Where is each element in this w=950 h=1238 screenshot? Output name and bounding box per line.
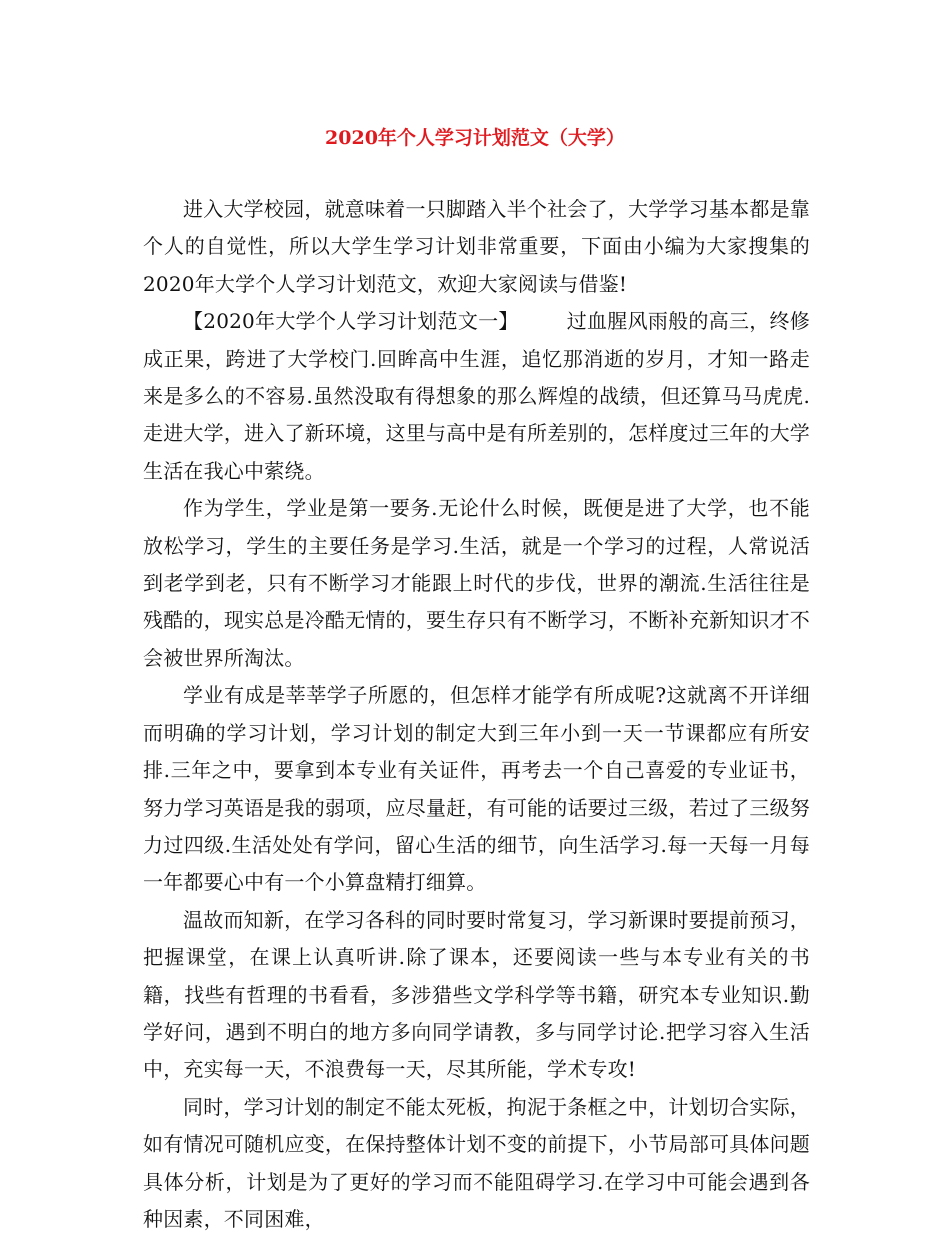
document-title: 2020年个人学习计划范文（大学） [325, 127, 625, 149]
intro-paragraph: 进入大学校园，就意味着一只脚踏入半个社会了，大学学习基本都是靠个人的自觉性，所以大学生学习计划非常重要，下面由小编为大家搜集的2020年大学个人学习计划范文，欢迎大家阅读与借鉴! [143, 197, 810, 296]
body-paragraph: 温故而知新，在学习各科的同时要时常复习，学习新课时要提前预习，把握课堂，在课上认真听讲.除了课本，还要阅读一些与本专业有关的书籍，找些有哲理的书看看，多涉猎些文学科学等书籍，研究本专业知识.勤学好问，遇到不明白的地方多向同学请教，多与同学讨论.把学习容入生活中，充实每一天，不浪费每一天，尽其所能，学术专攻! [143, 907, 810, 1082]
section-heading: 【2020年大学个人学习计划范文一】 [183, 309, 519, 334]
body-paragraph: 作为学生，学业是第一要务.无论什么时候，既便是进了大学，也不能放松学习，学生的主要任务是学习.生活，就是一个学习的过程，人常说活到老学到老，只有不断学习才能跟上时代的步伐，世界的潮流.生活往往是残酷的，现实总是冷酷无情的，要生存只有不断学习，不断补充新知识才不会被世界所淘汰。 [143, 496, 810, 670]
document-body [143, 191, 810, 1238]
section-one-paragraph [143, 303, 810, 490]
body-paragraph: 学业有成是莘莘学子所愿的，但怎样才能学有所成呢?这就离不开详细而明确的学习计划，学习计划的制定大到三年小到一天一节课都应有所安排.三年之中，要拿到本专业有关证件，再考去一个自己喜爱的专业证书，努力学习英语是我的弱项，应尽量赶，有可能的话要过三级，若过了三级努力过四级.生活处处有学问，留心生活的细节，向生活学习.每一天每一月每一年都要心中有一个小算盘精打细算。 [143, 683, 810, 895]
section-one-text: 过血腥风雨般的高三，终修成正果，跨进了大学校门.回眸高中生涯，追忆那消逝的岁月，才知一路走来是多么的不容易.虽然没取有得想象的那么辉煌的战绩，但还算马马虎虎.走进大学，进入了新环境，这里与高中是有所差别的，怎样度过三年的大学生活在我心中萦绕。 [143, 309, 811, 483]
body-paragraph: 同时，学习计划的制定不能太死板，拘泥于条框之中，计划切合实际，如有情况可随机应变，在保持整体计划不变的前提下，小节局部可具体问题具体分析，计划是为了更好的学习而不能阻碍学习.在学习中可能会遇到各种因素，不同困难， [143, 1094, 810, 1231]
